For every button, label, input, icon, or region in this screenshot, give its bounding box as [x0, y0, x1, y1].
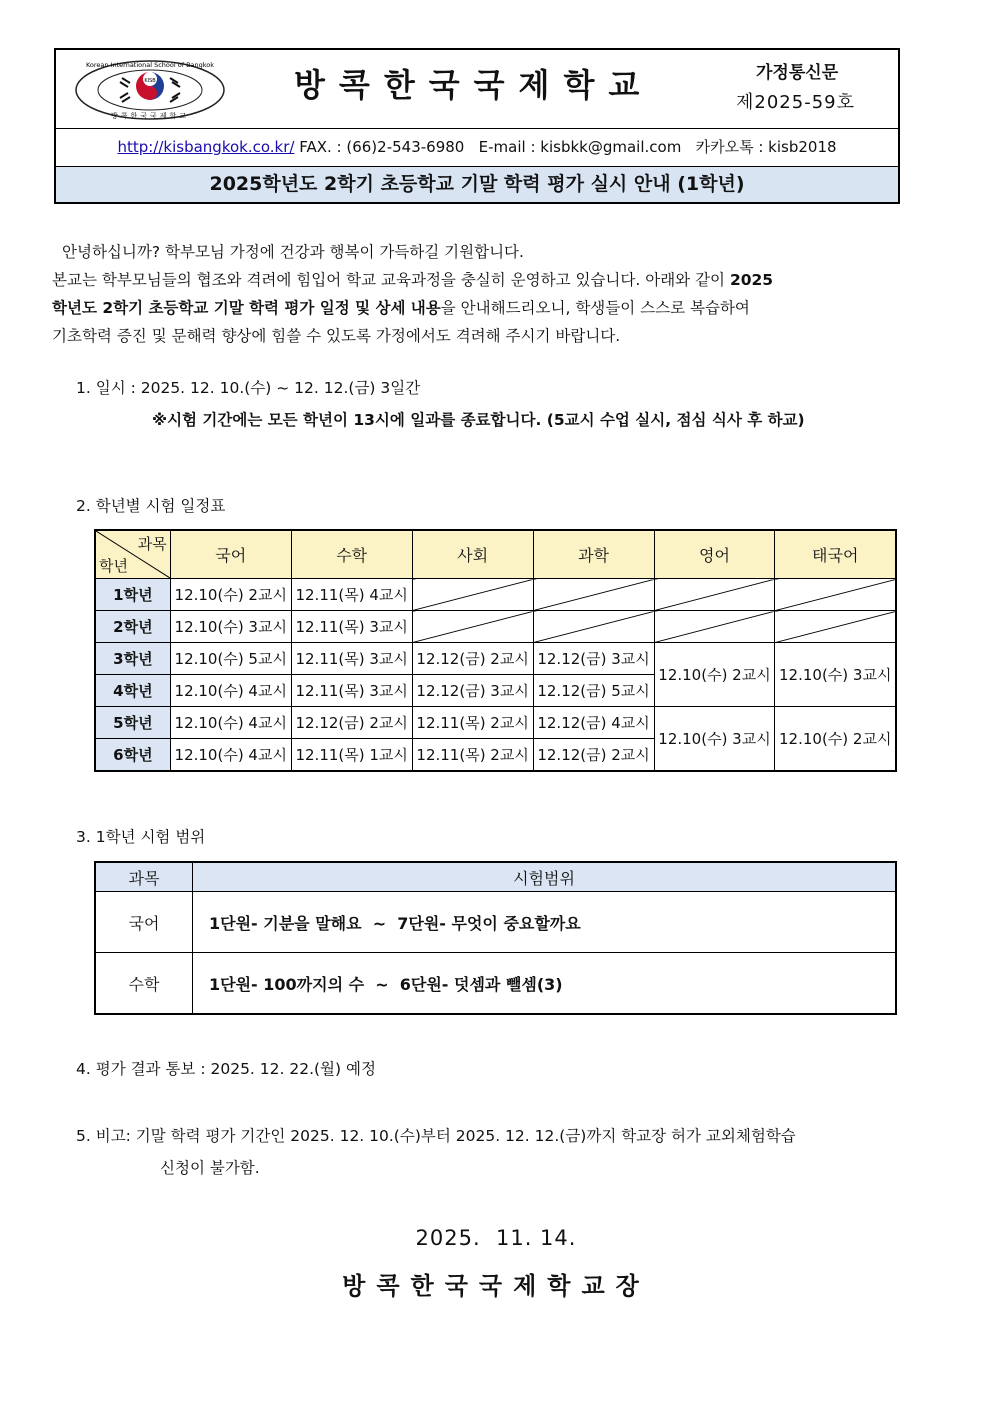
section-4-title: 4. 평가 결과 통보 : 2025. 12. 22.(월) 예정	[76, 1060, 376, 1078]
corner-grade-label: 학년	[99, 557, 128, 575]
schedule-cell: 12.11(목) 3교시	[291, 675, 412, 707]
schedule-cell: 12.12(금) 4교시	[533, 707, 654, 739]
schedule-cell-merged: 12.10(수) 2교시	[654, 643, 775, 707]
table-row	[95, 953, 896, 1015]
logo-text-top: Korean International School of Bangkok	[85, 61, 215, 69]
principal-signature: 방콕한국국제학교장	[342, 1271, 650, 1300]
schedule-cell: 12.12(금) 3교시	[412, 675, 533, 707]
section-1-title: 1. 일시 : 2025. 12. 10.(수) ~ 12. 12.(금) 3일간	[76, 379, 421, 397]
range-subject: 국어	[95, 892, 193, 953]
newsletter-header	[54, 48, 900, 204]
fax-number: FAX. : (66)2-543-6980	[299, 138, 465, 156]
subject-header-science: 과학	[533, 530, 654, 579]
range-subject: 수학	[95, 953, 193, 1015]
schedule-cell: 12.10(수) 4교시	[170, 739, 291, 772]
range-detail: 1단원- 100까지의 수 ~ 6단원- 덧셈과 뺄셈(3)	[193, 953, 897, 1015]
corner-subject-label: 과목	[137, 535, 167, 553]
intro-line-3	[52, 294, 942, 322]
schedule-cell: 12.10(수) 5교시	[170, 643, 291, 675]
grade-label: 2학년	[95, 611, 170, 643]
schedule-cell: 12.11(목) 1교시	[291, 739, 412, 772]
schedule-cell: 12.12(금) 5교시	[533, 675, 654, 707]
section-5-line-1: 5. 비고: 기말 학력 평가 기간인 2025. 12. 10.(수)부터 2025. 12. 12.(금)까지 학교장 허가 교외체험학습	[76, 1127, 796, 1145]
schedule-cell: 12.11(목) 4교시	[291, 579, 412, 611]
schedule-cell: 12.10(수) 4교시	[170, 675, 291, 707]
schedule-cell: 12.11(목) 2교시	[412, 707, 533, 739]
section-5-line-2: 신청이 불가함.	[160, 1159, 260, 1177]
range-header-subject: 과목	[95, 862, 193, 892]
range-detail: 1단원- 기분을 말해요 ~ 7단원- 무엇이 중요할까요	[193, 892, 897, 953]
table-row	[95, 579, 896, 611]
logo-text-bottom: 방콕한국국제학교	[110, 112, 190, 120]
grade-label: 1학년	[95, 579, 170, 611]
issue-number: 제2025-59호	[736, 92, 855, 113]
section-3-title: 3. 1학년 시험 범위	[76, 828, 206, 846]
schedule-cell-merged: 12.10(수) 2교시	[775, 707, 896, 772]
empty-cell	[412, 611, 533, 643]
schedule-cell: 12.12(금) 3교시	[533, 643, 654, 675]
schedule-cell: 12.10(수) 4교시	[170, 707, 291, 739]
grade-label: 3학년	[95, 643, 170, 675]
subject-header-math: 수학	[291, 530, 412, 579]
header-title-row	[56, 50, 898, 129]
intro-line-2	[52, 266, 942, 294]
empty-cell	[654, 611, 775, 643]
schedule-cell: 12.11(목) 3교시	[291, 643, 412, 675]
grade-label: 5학년	[95, 707, 170, 739]
issue-date: 2025. 11. 14.	[415, 1226, 577, 1250]
subject-header-korean: 국어	[170, 530, 291, 579]
grade-label: 6학년	[95, 739, 170, 772]
school-logo	[70, 56, 230, 122]
subject-header-social: 사회	[412, 530, 533, 579]
email-address: E-mail : kisbkk@gmail.com	[478, 138, 682, 156]
exam-schedule-table	[94, 529, 897, 772]
schedule-cell-merged: 12.10(수) 3교시	[775, 643, 896, 707]
empty-cell	[412, 579, 533, 611]
schedule-cell: 12.11(목) 3교시	[291, 611, 412, 643]
school-website-link[interactable]: http://kisbangkok.co.kr/	[117, 138, 295, 156]
exam-range-table	[94, 861, 897, 1015]
schedule-cell-merged: 12.10(수) 3교시	[654, 707, 775, 772]
subject-header-thai: 태국어	[775, 530, 896, 579]
intro-line-3-bold: 학년도 2학기 초등학교 기말 학력 평가 일정 및 상세 내용	[52, 299, 441, 317]
newsletter-label: 가정통신문	[756, 63, 839, 83]
schedule-cell: 12.10(수) 2교시	[170, 579, 291, 611]
empty-cell	[533, 579, 654, 611]
notice-title: 2025학년도 2학기 초등학교 기말 학력 평가 실시 안내 (1학년)	[56, 167, 898, 202]
corner-cell	[95, 530, 170, 579]
table-row	[95, 892, 896, 953]
intro-line-1: 안녕하십니까? 학부모님 가정에 건강과 행복이 가득하길 기원합니다.	[62, 243, 524, 261]
table-row	[95, 643, 896, 675]
schedule-cell: 12.12(금) 2교시	[412, 643, 533, 675]
range-header-range: 시험범위	[193, 862, 897, 892]
section-2-title: 2. 학년별 시험 일정표	[76, 497, 226, 515]
grade-label: 4학년	[95, 675, 170, 707]
intro-line-4: 기초학력 증진 및 문해력 향상에 힘쓸 수 있도록 가정에서도 격려해 주시기 바랍니다.	[52, 327, 621, 345]
empty-cell	[533, 611, 654, 643]
schedule-cell: 12.10(수) 3교시	[170, 611, 291, 643]
range-header-row	[95, 862, 896, 892]
empty-cell	[654, 579, 775, 611]
intro-line-2-bold: 2025	[729, 271, 774, 289]
table-row	[95, 611, 896, 643]
schedule-cell: 12.12(금) 2교시	[533, 739, 654, 772]
logo-text-center: KISB	[144, 78, 156, 84]
section-1-note: ※시험 기간에는 모든 학년이 13시에 일과를 종료합니다. (5교시 수업 실시, 점심 식사 후 하교)	[152, 411, 805, 429]
intro-line-3-text: 을 안내해드리오니, 학생들이 스스로 복습하여	[440, 299, 750, 317]
contact-row	[56, 128, 898, 167]
empty-cell	[775, 579, 896, 611]
subject-header-english: 영어	[654, 530, 775, 579]
kakao-id: 카카오톡 : kisb2018	[695, 138, 837, 156]
school-title: 방콕한국국제학교	[294, 66, 654, 104]
schedule-cell: 12.11(목) 2교시	[412, 739, 533, 772]
empty-cell	[775, 611, 896, 643]
intro-paragraph	[52, 238, 942, 350]
table-row	[95, 707, 896, 739]
intro-line-2-text: 본교는 학부모님들의 협조와 격려에 힘입어 학교 교육과정을 충실히 운영하고 있습니다. 아래와 같이	[52, 271, 730, 289]
schedule-header-row	[95, 530, 896, 579]
schedule-cell: 12.12(금) 2교시	[291, 707, 412, 739]
